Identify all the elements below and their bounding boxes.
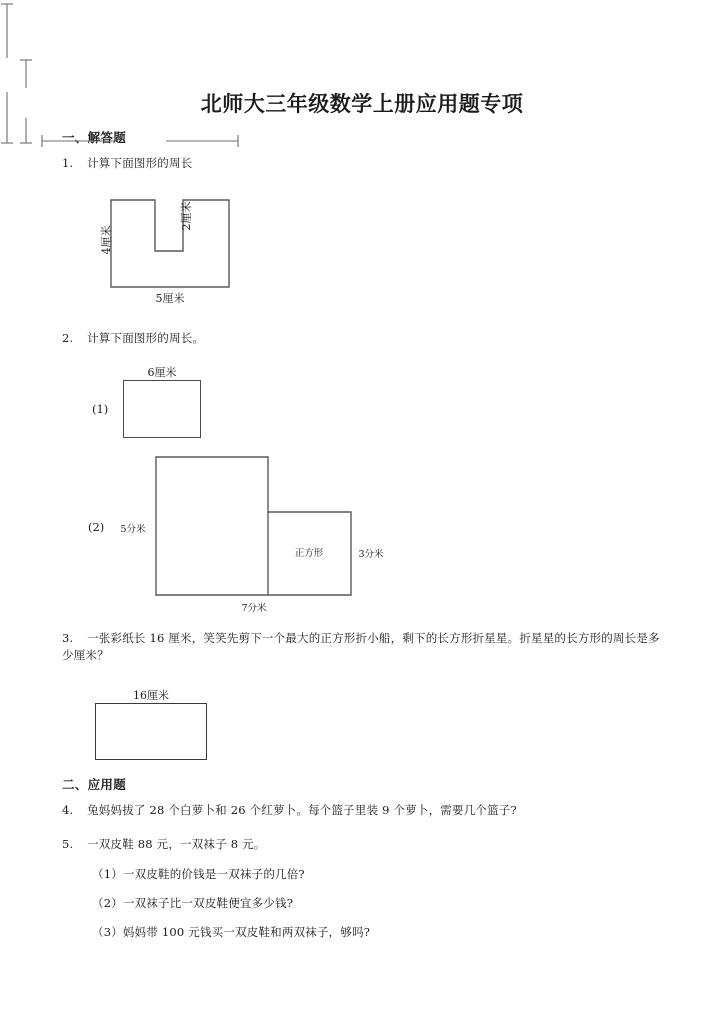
figure-2-2-right-label: 3分米 [358,549,384,560]
question-5 [62,836,265,853]
notched-rectangle-outline [110,199,230,291]
question-2-text: 计算下面图形的周长。 [87,331,205,345]
question-3-number: 3. [62,631,74,645]
figure-2-1-tag: (1) [92,402,109,416]
dimension-right-3 [19,56,33,148]
figure-2-2-tag: (2) [88,520,105,534]
page-title: 北师大三年级数学上册应用题专项 [200,92,524,116]
question-5-sub-1: （1）一双皮鞋的价钱是一双袜子的几倍? [92,867,305,881]
question-4-number: 4. [62,803,74,817]
question-5-sub-3: （3）妈妈带 100 元钱买一双皮鞋和两双袜子，够吗? [92,925,371,939]
question-3-text: 一张彩纸长 16 厘米，笑笑先剪下一个最大的正方形折小船，剩下的长方形折星星。折星星的长方形的周长是多少厘米？ [62,631,660,662]
question-2 [62,330,204,347]
question-2-number: 2. [62,331,74,345]
question-4-text: 兔妈妈拔了 28 个白萝卜和 26 个红萝卜。每个篮子里装 9 个萝卜，需要几个篮子? [87,803,517,817]
figure-2-2-left-label: 5分米 [120,524,146,535]
question-1-number: 1. [62,156,74,170]
question-4 [62,802,517,819]
question-1 [62,155,192,172]
figure-2-2-bottom-label: 7分米 [241,603,267,614]
dimension-left-5 [0,0,14,148]
question-3 [62,630,670,664]
figure-2-2-inner-label: 正方形 [294,548,324,559]
figure-1-bottom-label: 5厘米 [155,292,185,305]
stepped-rectangle-outline [155,456,353,597]
question-1-text: 计算下面图形的周长 [87,156,193,170]
section-heading-1: 一、解答题 [62,130,127,145]
question-5-sub-2: （2）一双袜子比一双皮鞋便宜多少钱? [92,896,294,910]
question-5-number: 5. [62,837,74,851]
square-outline [123,380,201,438]
figure-3-top-label: 16厘米 [133,689,169,702]
dimension-bottom-7 [38,134,242,148]
figure-1-notch-label: 2厘米 [180,201,193,231]
paper-rectangle-outline [95,703,207,760]
question-5-text: 一双皮鞋 88 元，一双袜子 8 元。 [87,837,266,851]
section-heading-2: 二、应用题 [62,777,127,792]
figure-2-1-top-label: 6厘米 [147,366,177,379]
figure-1-left-label: 4厘米 [100,225,113,255]
